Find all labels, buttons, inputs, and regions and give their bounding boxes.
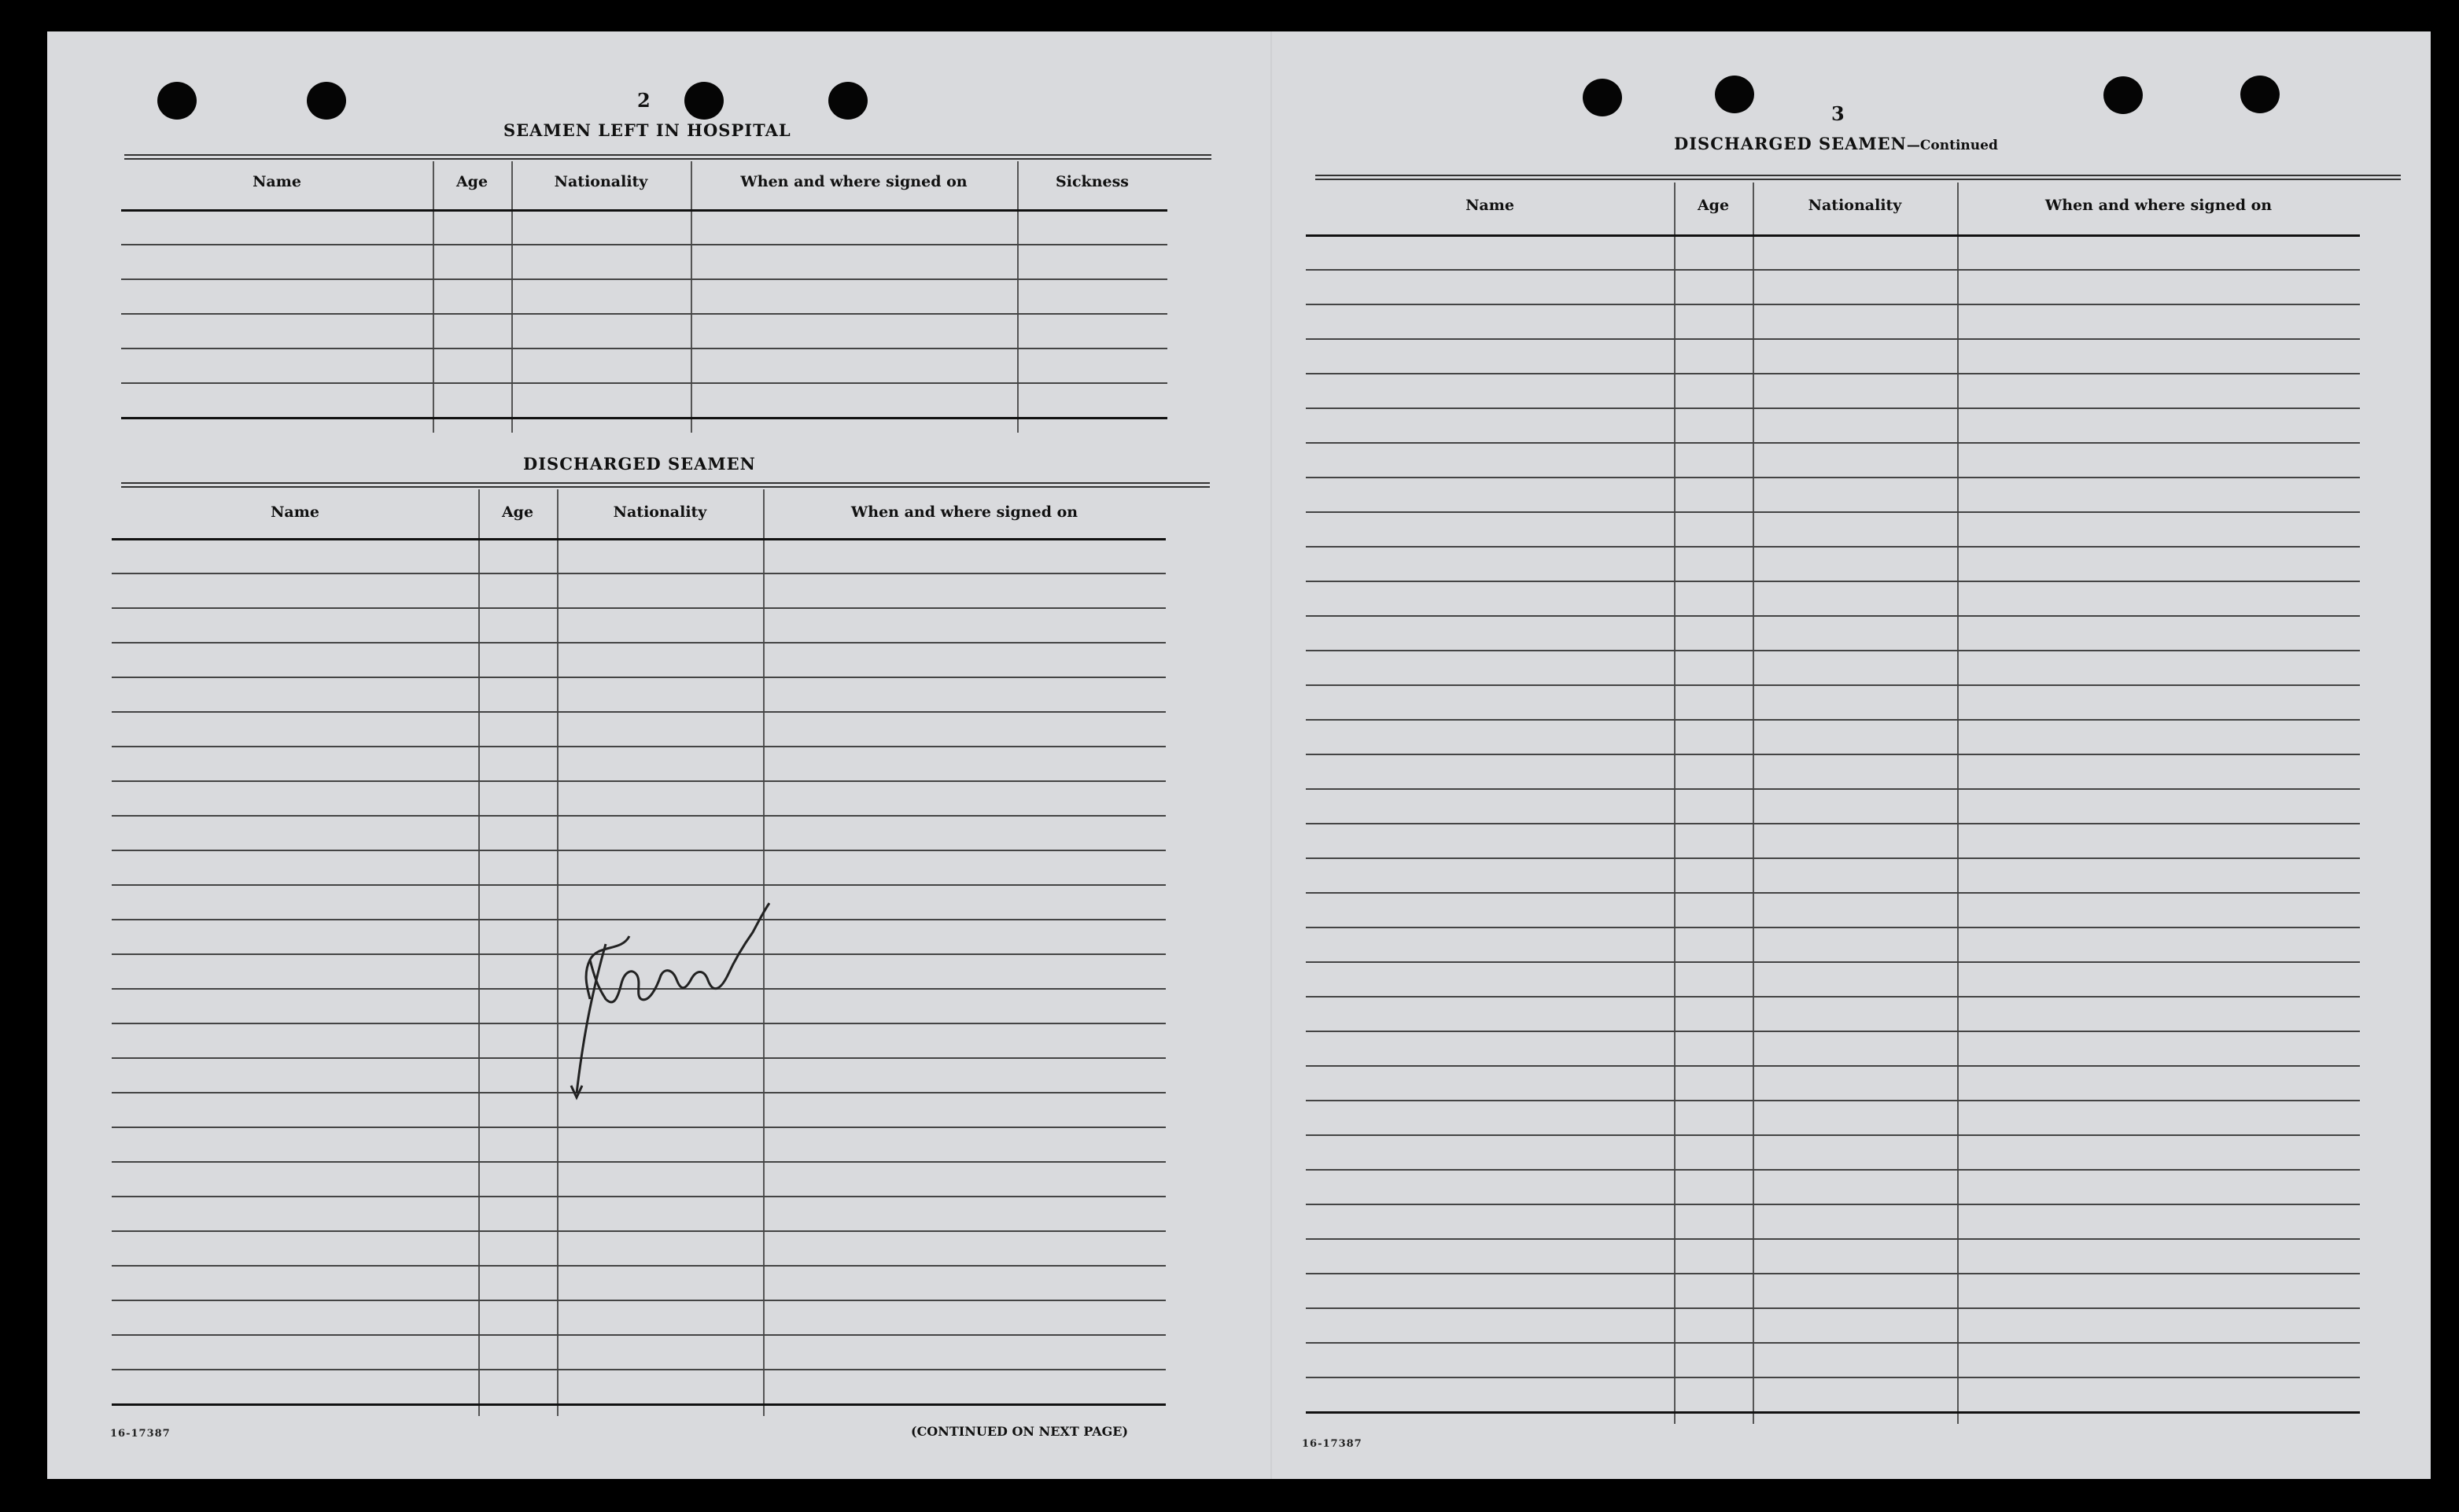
table-row — [1306, 1134, 2360, 1136]
header-rule — [121, 209, 1167, 212]
table-row — [1306, 1377, 2360, 1378]
table-row — [1306, 338, 2360, 340]
binder-hole — [1583, 79, 1622, 116]
binder-hole — [828, 82, 868, 120]
section-separator — [1315, 175, 2401, 180]
binder-hole — [684, 82, 724, 120]
table-row — [1306, 1411, 2360, 1414]
table-row — [112, 1127, 1166, 1128]
handwritten-none-annotation — [566, 763, 771, 1109]
table-row — [112, 1161, 1166, 1163]
table-row — [1306, 373, 2360, 374]
column-divider — [557, 489, 559, 1416]
column-header-age: Age — [501, 503, 534, 521]
table-row — [1306, 304, 2360, 305]
table-row — [112, 1300, 1166, 1301]
column-header-nationality: Nationality — [1808, 197, 1902, 214]
table-row — [121, 244, 1167, 245]
table-row — [1306, 684, 2360, 686]
form-number: 16-17387 — [110, 1428, 171, 1440]
table-row — [1306, 1169, 2360, 1171]
discharged-continued-title — [1674, 134, 1998, 153]
page-fold — [1270, 31, 1272, 1479]
section-separator — [124, 154, 1211, 160]
table-row — [112, 1403, 1166, 1406]
table-row — [1306, 719, 2360, 721]
column-header-sickness: Sickness — [1056, 173, 1129, 190]
table-row — [1306, 581, 2360, 582]
page-number: 3 — [1831, 102, 1845, 125]
table-row — [1306, 442, 2360, 444]
table-row — [112, 1196, 1166, 1197]
discharged-continued-title-suffix: —Continued — [1906, 138, 1998, 153]
table-row — [1306, 1065, 2360, 1067]
table-row — [112, 677, 1166, 678]
table-row — [112, 746, 1166, 747]
column-header-when-and-where-signed-on: When and where signed on — [2044, 197, 2273, 214]
column-divider — [511, 161, 513, 433]
document-sheet — [47, 31, 2431, 1479]
table-row — [121, 382, 1167, 384]
binder-hole — [2240, 76, 2280, 113]
table-row — [1306, 546, 2360, 548]
hospital-section-title: SEAMEN LEFT IN HOSPITAL — [503, 120, 791, 140]
header-rule — [112, 538, 1166, 540]
column-header-when-and-where-signed-on: When and where signed on — [850, 503, 1078, 521]
column-header-age: Age — [455, 173, 488, 190]
table-row — [1306, 615, 2360, 617]
column-divider — [478, 489, 480, 1416]
table-row — [121, 348, 1167, 349]
table-row — [1306, 927, 2360, 928]
table-row — [1306, 1100, 2360, 1101]
column-divider — [433, 161, 434, 433]
table-row — [1306, 892, 2360, 894]
table-row — [1306, 788, 2360, 790]
table-row — [1306, 1204, 2360, 1205]
column-divider — [1017, 161, 1019, 433]
table-row — [1306, 511, 2360, 513]
table-row — [112, 1265, 1166, 1267]
table-row — [112, 573, 1166, 574]
table-row — [1306, 408, 2360, 409]
binder-hole — [157, 82, 197, 120]
form-number: 16-17387 — [1302, 1438, 1362, 1450]
table-row — [1306, 1342, 2360, 1344]
binder-hole — [1715, 76, 1754, 113]
binder-hole — [2103, 76, 2143, 114]
table-row — [1306, 996, 2360, 998]
discharged-section-title: DISCHARGED SEAMEN — [523, 454, 756, 474]
table-row — [121, 313, 1167, 315]
table-row — [112, 711, 1166, 713]
table-row — [1306, 650, 2360, 651]
table-row — [121, 278, 1167, 280]
table-row — [1306, 1273, 2360, 1274]
table-row — [1306, 1307, 2360, 1309]
table-row — [121, 417, 1167, 419]
table-row — [1306, 857, 2360, 859]
table-row — [112, 642, 1166, 644]
column-header-name: Name — [271, 503, 319, 521]
column-header-name: Name — [253, 173, 301, 190]
table-row — [112, 607, 1166, 609]
continued-note: (CONTINUED ON NEXT PAGE) — [911, 1424, 1129, 1439]
column-header-nationality: Nationality — [554, 173, 648, 190]
column-divider — [691, 161, 692, 433]
table-row — [112, 1230, 1166, 1232]
table-row — [112, 1369, 1166, 1370]
column-header-when-and-where-signed-on: When and where signed on — [740, 173, 968, 190]
column-header-name: Name — [1465, 197, 1514, 214]
table-row — [1306, 1031, 2360, 1032]
section-separator — [121, 482, 1210, 488]
binder-hole — [307, 82, 346, 120]
column-header-age: Age — [1697, 197, 1730, 214]
discharged-continued-title-main: DISCHARGED SEAMEN — [1674, 134, 1907, 153]
table-row — [1306, 1238, 2360, 1240]
column-header-nationality: Nationality — [613, 503, 707, 521]
table-row — [1306, 961, 2360, 963]
page-number: 2 — [637, 89, 651, 112]
table-row — [1306, 477, 2360, 478]
table-row — [1306, 754, 2360, 755]
table-row — [1306, 823, 2360, 824]
header-rule — [1306, 234, 2360, 237]
table-row — [112, 1334, 1166, 1336]
table-row — [1306, 269, 2360, 271]
